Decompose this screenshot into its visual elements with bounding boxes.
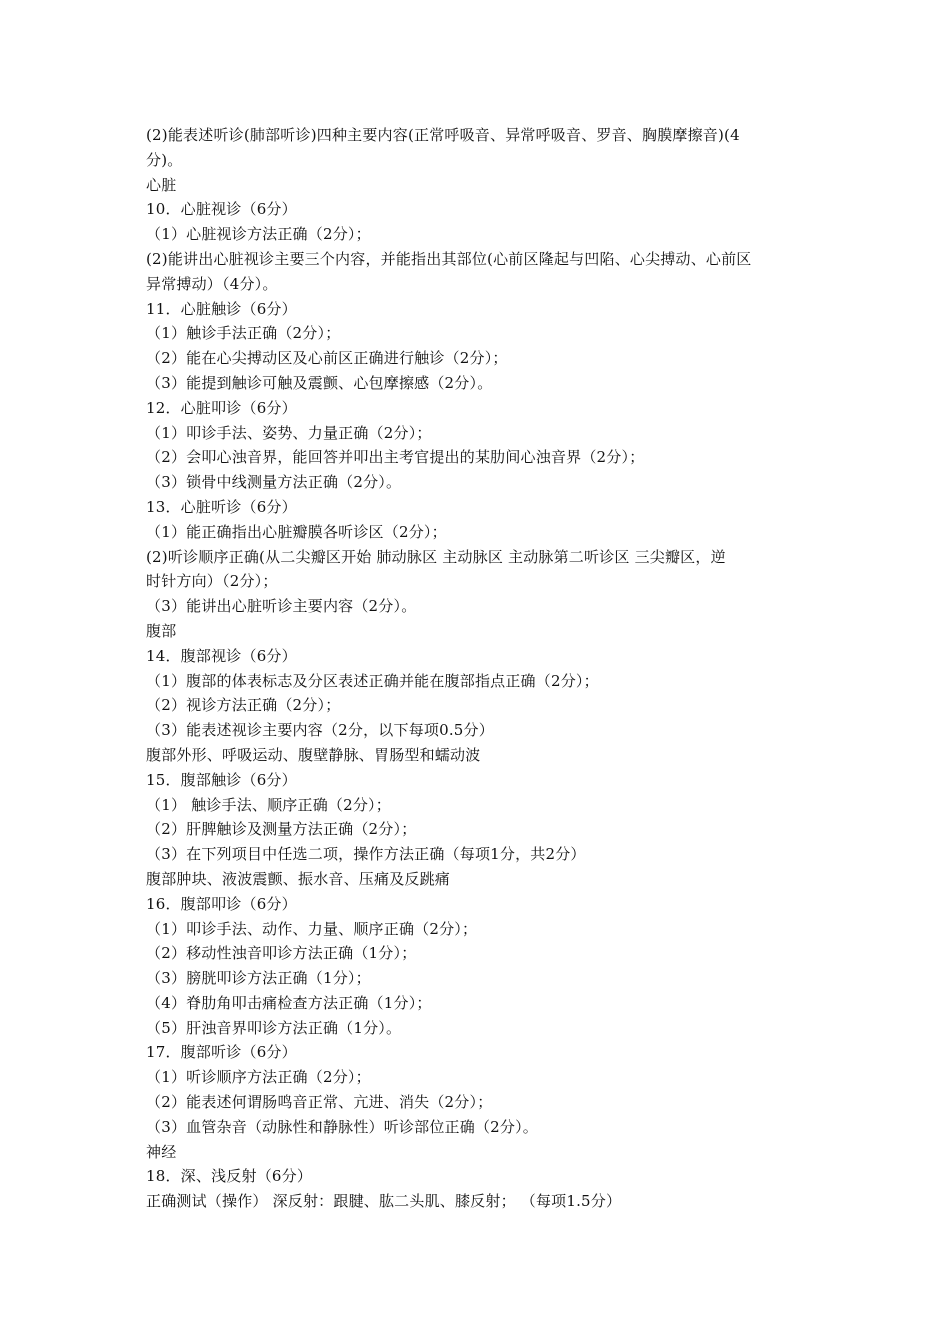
item-heading: 11．心脏触诊（6分） xyxy=(146,299,297,318)
text-line: （1）能正确指出心脏瓣膜各听诊区（2分）； xyxy=(146,522,447,541)
text-line: （3）在下列项目中任选二项，操作方法正确（每项1分，共2分） xyxy=(146,845,586,864)
text-line: (2)能讲出心脏视诊主要三个内容，并能指出其部位(心前区隆起与凹陷、心尖搏动、心前区 xyxy=(146,249,752,268)
text-line: 正确测试（操作） 深反射：跟腱、肱二头肌、膝反射； （每项1.5分） xyxy=(146,1192,622,1211)
text-line: （3）锁骨中线测量方法正确（2分）。 xyxy=(146,473,402,492)
item-heading: 14．腹部视诊（6分） xyxy=(146,646,297,665)
text-line: （1）叩诊手法、动作、力量、顺序正确（2分）； xyxy=(146,919,478,938)
text-line: （5）肝浊音界叩诊方法正确（1分）。 xyxy=(146,1018,402,1037)
item-heading: 16．腹部叩诊（6分） xyxy=(146,894,297,913)
item-heading: 13．心脏听诊（6分） xyxy=(146,497,297,516)
text-line: （2）移动性浊音叩诊方法正确（1分）； xyxy=(146,944,417,963)
text-line: 腹部肿块、液波震颤、振水音、压痛及反跳痛 xyxy=(146,869,451,888)
section-heading: 腹部 xyxy=(146,621,177,640)
text-line: 时针方向）（2分）； xyxy=(146,572,278,591)
text-line: （1）触诊手法正确（2分）； xyxy=(146,324,341,343)
document-page xyxy=(146,123,816,1214)
text-line: （2）能在心尖搏动区及心前区正确进行触诊（2分）； xyxy=(146,349,508,368)
text-line: （3）膀胱叩诊方法正确（1分）； xyxy=(146,969,371,988)
item-heading: 18．深、浅反射（6分） xyxy=(146,1167,313,1186)
text-line: 异常搏动）（4分）。 xyxy=(146,274,278,293)
text-line: （2）视诊方法正确（2分）； xyxy=(146,696,341,715)
text-line: （3）血管杂音（动脉性和静脉性）听诊部位正确（2分）。 xyxy=(146,1117,538,1136)
text-line: （4）脊肋角叩击痛检查方法正确（1分）； xyxy=(146,993,432,1012)
text-line: (2)能表述听诊(肺部听诊)四种主要内容(正常呼吸音、异常呼吸音、罗音、胸膜摩擦音)(4 xyxy=(146,126,740,144)
item-heading: 17．腹部听诊（6分） xyxy=(146,1043,297,1062)
text-line: （1） 触诊手法、顺序正确（2分）； xyxy=(146,795,391,814)
text-line: （3）能讲出心脏听诊主要内容（2分）。 xyxy=(146,597,417,616)
text-line: （2）肝脾触诊及测量方法正确（2分）； xyxy=(146,820,417,839)
text-line: (2)听诊顺序正确(从二尖瓣区开始 肺动脉区 主动脉区 主动脉第二听诊区 三尖瓣区，逆 xyxy=(146,547,726,566)
section-heading: 神经 xyxy=(146,1142,177,1161)
text-line: 分)。 xyxy=(146,150,183,169)
section-heading: 心脏 xyxy=(146,175,177,194)
text-line: （2）会叩心浊音界，能回答并叩出主考官提出的某肋间心浊音界（2分）； xyxy=(146,448,645,467)
text-line: （2）能表述何谓肠鸣音正常、亢进、消失（2分）； xyxy=(146,1093,493,1112)
item-heading: 15．腹部触诊（6分） xyxy=(146,770,297,789)
text-line: （3）能提到触诊可触及震颤、心包摩擦感（2分）。 xyxy=(146,373,493,392)
text-line: （1）叩诊手法、姿势、力量正确（2分）； xyxy=(146,423,432,442)
text-line: （1）听诊顺序方法正确（2分）； xyxy=(146,1068,371,1087)
text-line: 腹部外形、呼吸运动、腹壁静脉、胃肠型和蠕动波 xyxy=(146,745,481,764)
text-line: （1）心脏视诊方法正确（2分）； xyxy=(146,225,371,244)
text-line: （1）腹部的体表标志及分区表述正确并能在腹部指点正确（2分）； xyxy=(146,671,599,690)
item-heading: 10．心脏视诊（6分） xyxy=(146,200,297,219)
text-line: （3）能表述视诊主要内容（2分，以下每项0.5分） xyxy=(146,721,494,740)
item-heading: 12．心脏叩诊（6分） xyxy=(146,398,297,417)
